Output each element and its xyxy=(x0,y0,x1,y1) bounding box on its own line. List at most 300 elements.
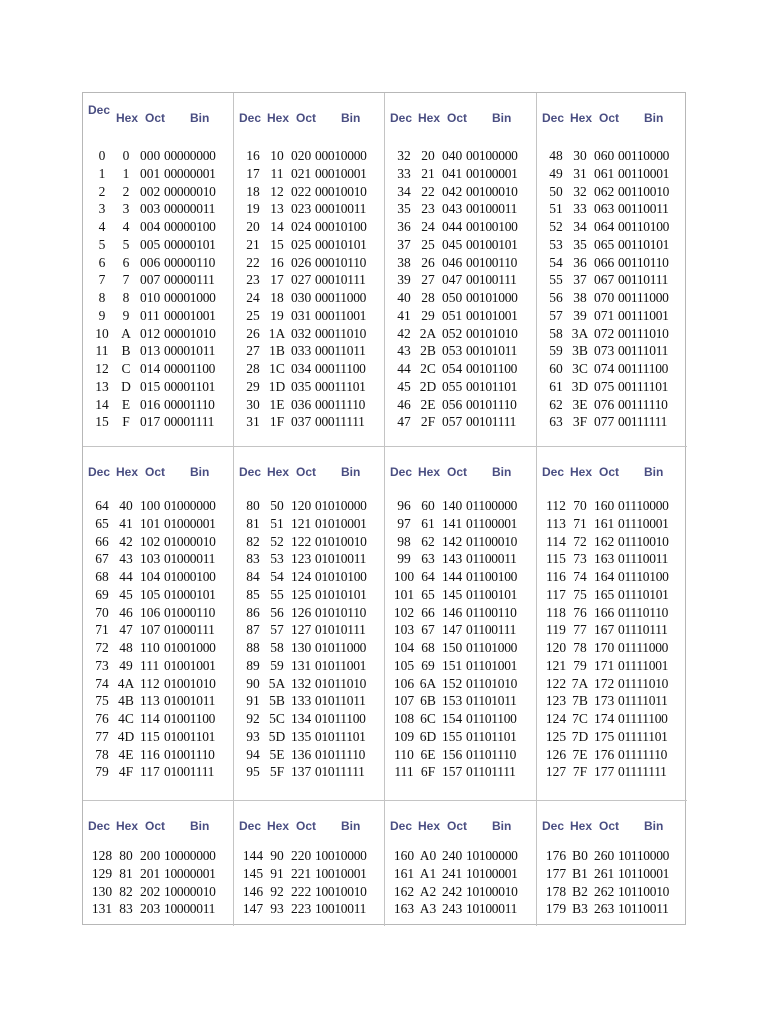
bin-value: 01010010 xyxy=(315,533,367,549)
dec-value: 17 xyxy=(246,165,260,181)
oct-value: 141 xyxy=(442,515,463,531)
hex-value: 32 xyxy=(573,183,587,199)
dec-value: 106 xyxy=(393,675,415,691)
table-row xyxy=(385,255,536,273)
hex-value: 25 xyxy=(421,236,435,252)
bin-value: 00100000 xyxy=(466,148,518,163)
header-hex: Hex xyxy=(570,465,593,479)
oct-value: 223 xyxy=(291,901,312,917)
oct-value: 125 xyxy=(291,586,312,602)
dec-value: 2 xyxy=(98,183,106,199)
header-oct: Oct xyxy=(145,465,166,479)
dec-value: 59 xyxy=(549,343,563,359)
oct-value: 046 xyxy=(442,254,463,270)
oct-value: 261 xyxy=(594,865,615,881)
table-row xyxy=(234,764,384,782)
bin-value: 00110010 xyxy=(618,183,670,199)
dec-value: 60 xyxy=(549,361,563,376)
bin-value: 00111010 xyxy=(618,325,669,341)
oct-value: 153 xyxy=(442,693,463,709)
table-row xyxy=(537,587,687,605)
table-row xyxy=(83,166,233,184)
hex-value: 20 xyxy=(421,148,435,163)
table-row xyxy=(83,605,233,623)
oct-value: 020 xyxy=(291,148,312,163)
oct-value: 260 xyxy=(594,848,615,863)
table-cell-block-1-col-1 xyxy=(83,93,234,447)
header-bin: Bin xyxy=(190,465,210,479)
oct-value: 240 xyxy=(442,848,463,863)
oct-value: 056 xyxy=(442,396,463,412)
bin-value: 01011001 xyxy=(315,657,367,673)
table-row xyxy=(385,884,536,902)
bin-value: 00111110 xyxy=(618,396,668,412)
table-row xyxy=(83,379,233,397)
hex-value: 7E xyxy=(572,746,588,762)
hex-value: 7D xyxy=(571,728,589,744)
hex-value: B2 xyxy=(572,883,588,899)
bin-value: 01010101 xyxy=(315,586,367,602)
hex-value: 17 xyxy=(270,272,284,288)
table-row xyxy=(385,658,536,676)
bin-value: 01011100 xyxy=(315,711,366,726)
hex-value: 29 xyxy=(421,307,435,323)
hex-value: 70 xyxy=(573,498,587,513)
bin-value: 00000100 xyxy=(164,219,216,234)
oct-value: 173 xyxy=(594,693,615,709)
table-row xyxy=(385,379,536,397)
header-oct: Oct xyxy=(447,465,468,479)
table-row xyxy=(83,848,233,866)
hex-value: 7F xyxy=(572,764,588,780)
dec-value: 3 xyxy=(98,201,106,217)
hex-value: 6F xyxy=(420,764,436,780)
bin-value: 00001110 xyxy=(164,396,215,412)
bin-value: 00101110 xyxy=(466,396,517,412)
hex-value: 45 xyxy=(119,586,133,602)
bin-value: 00000001 xyxy=(164,165,216,181)
hex-value: 5D xyxy=(268,728,286,744)
table-row xyxy=(537,272,687,290)
hex-value: 61 xyxy=(421,515,435,531)
bin-value: 00010100 xyxy=(315,219,367,234)
hex-value: 43 xyxy=(119,551,133,567)
hex-value: 93 xyxy=(270,901,284,917)
hex-value: 41 xyxy=(119,515,133,531)
oct-value: 112 xyxy=(140,675,160,691)
oct-value: 165 xyxy=(594,586,615,602)
oct-value: 145 xyxy=(442,586,463,602)
bin-value: 00000011 xyxy=(164,201,216,217)
header-dec: Dec xyxy=(239,819,262,833)
hex-value: 51 xyxy=(270,515,284,531)
table-row xyxy=(83,498,233,516)
oct-value: 100 xyxy=(140,498,161,513)
table-row xyxy=(537,308,687,326)
table-row xyxy=(385,901,536,919)
oct-value: 076 xyxy=(594,396,615,412)
hex-value: 37 xyxy=(573,272,587,288)
dec-value: 88 xyxy=(246,640,260,655)
dec-value: 178 xyxy=(545,883,567,899)
oct-value: 034 xyxy=(291,361,312,376)
table-row xyxy=(83,148,233,166)
table-cell-block-2-col-1 xyxy=(83,447,234,801)
header-bin: Bin xyxy=(190,111,210,125)
table-row xyxy=(83,693,233,711)
table-row xyxy=(537,237,687,255)
oct-value: 175 xyxy=(594,728,615,744)
dec-value: 1 xyxy=(98,165,106,181)
hex-value: 50 xyxy=(270,498,284,513)
table-row xyxy=(83,272,233,290)
bin-value: 01111010 xyxy=(618,675,669,691)
table-row xyxy=(83,361,233,379)
bin-value: 01010001 xyxy=(315,515,367,531)
table-row xyxy=(234,605,384,623)
oct-value: 033 xyxy=(291,343,312,359)
bin-value: 01110001 xyxy=(618,515,669,531)
dec-value: 48 xyxy=(549,148,563,163)
dec-value: 35 xyxy=(397,201,411,217)
dec-value: 121 xyxy=(545,657,567,673)
oct-value: 135 xyxy=(291,728,312,744)
hex-value: B0 xyxy=(572,848,588,863)
oct-value: 142 xyxy=(442,533,463,549)
table-row xyxy=(234,729,384,747)
table-row xyxy=(234,640,384,658)
oct-value: 155 xyxy=(442,728,463,744)
table-row xyxy=(385,308,536,326)
header-oct: Oct xyxy=(447,111,468,125)
bin-value: 00100010 xyxy=(466,183,518,199)
bin-value: 00110111 xyxy=(618,272,669,288)
oct-value: 010 xyxy=(140,290,161,305)
hex-value: 5C xyxy=(269,711,285,726)
oct-value: 030 xyxy=(291,290,312,305)
dec-value: 44 xyxy=(397,361,411,376)
table-row xyxy=(385,201,536,219)
dec-value: 83 xyxy=(246,551,260,567)
hex-value: 3D xyxy=(571,378,589,394)
oct-value: 070 xyxy=(594,290,615,305)
dec-value: 26 xyxy=(246,325,260,341)
bin-value: 01100101 xyxy=(466,586,518,602)
hex-value: 33 xyxy=(573,201,587,217)
bin-value: 01110111 xyxy=(618,622,668,638)
hex-value: 6A xyxy=(419,675,437,691)
table-row xyxy=(385,569,536,587)
hex-value: 2B xyxy=(420,343,436,359)
hex-value: 83 xyxy=(119,901,133,917)
table-row xyxy=(537,640,687,658)
bin-value: 01111011 xyxy=(618,693,668,709)
hex-value: 68 xyxy=(421,640,435,655)
hex-value: 5F xyxy=(269,764,285,780)
table-row xyxy=(234,326,384,344)
dec-value: 76 xyxy=(95,711,109,726)
header-bin: Bin xyxy=(341,111,361,125)
hex-value: 76 xyxy=(573,604,587,620)
hex-value: D xyxy=(121,378,131,394)
oct-value: 114 xyxy=(140,711,160,726)
hex-value: 40 xyxy=(119,498,133,513)
header-hex: Hex xyxy=(570,111,593,125)
oct-value: 040 xyxy=(442,148,463,163)
bin-value: 01011101 xyxy=(315,728,366,744)
hex-value: 26 xyxy=(421,254,435,270)
bin-value: 00011011 xyxy=(315,343,366,359)
dec-value: 147 xyxy=(242,901,264,917)
hex-value: 78 xyxy=(573,640,587,655)
oct-value: 157 xyxy=(442,764,463,780)
hex-value: 60 xyxy=(421,498,435,513)
oct-value: 164 xyxy=(594,569,615,584)
table-row xyxy=(537,290,687,308)
dec-value: 161 xyxy=(393,865,415,881)
bin-value: 01001011 xyxy=(164,693,216,709)
dec-value: 51 xyxy=(549,201,563,217)
dec-value: 74 xyxy=(95,675,109,691)
table-row xyxy=(537,255,687,273)
oct-value: 107 xyxy=(140,622,161,638)
table-row xyxy=(537,866,687,884)
bin-value: 01011011 xyxy=(315,693,366,709)
hex-value: 48 xyxy=(119,640,133,655)
table-row xyxy=(83,587,233,605)
dec-value: 125 xyxy=(545,728,567,744)
table-row xyxy=(234,569,384,587)
dec-value: 64 xyxy=(95,498,109,513)
dec-value: 34 xyxy=(397,183,411,199)
bin-value: 01101111 xyxy=(466,764,516,780)
hex-value: 13 xyxy=(270,201,284,217)
table-row xyxy=(83,343,233,361)
table-row xyxy=(234,884,384,902)
bin-value: 00011101 xyxy=(315,378,366,394)
hex-value: 6D xyxy=(419,728,437,744)
table-row xyxy=(83,747,233,765)
hex-value: 24 xyxy=(421,219,435,234)
table-row xyxy=(234,397,384,415)
hex-value: 66 xyxy=(421,604,435,620)
header-bin: Bin xyxy=(644,465,664,479)
table-row xyxy=(234,866,384,884)
dec-value: 47 xyxy=(397,414,411,430)
header-hex: Hex xyxy=(267,111,290,125)
bin-value: 00101101 xyxy=(466,378,518,394)
bin-value: 01100000 xyxy=(466,498,518,513)
bin-value: 00100001 xyxy=(466,165,518,181)
bin-value: 10110011 xyxy=(618,901,669,917)
table-row xyxy=(83,397,233,415)
table-row xyxy=(385,764,536,782)
table-row xyxy=(385,866,536,884)
bin-value: 01000111 xyxy=(164,622,215,638)
hex-value: 39 xyxy=(573,307,587,323)
column-header xyxy=(234,447,384,487)
hex-value: 56 xyxy=(270,604,284,620)
bin-value: 00111011 xyxy=(618,343,669,359)
header-dec: Dec xyxy=(390,111,413,125)
bin-value: 10000010 xyxy=(164,883,216,899)
oct-value: 001 xyxy=(140,165,161,181)
bin-value: 10010011 xyxy=(315,901,367,917)
bin-value: 01101001 xyxy=(466,657,518,673)
hex-value: 92 xyxy=(270,883,284,899)
oct-value: 013 xyxy=(140,343,161,359)
dec-value: 123 xyxy=(545,693,567,709)
oct-value: 106 xyxy=(140,604,161,620)
bin-value: 00110001 xyxy=(618,165,670,181)
oct-value: 243 xyxy=(442,901,463,917)
bin-value: 01111111 xyxy=(618,764,667,780)
bin-value: 01100010 xyxy=(466,533,518,549)
hex-value: 82 xyxy=(119,883,133,899)
dec-value: 15 xyxy=(95,414,109,430)
header-dec: Dec xyxy=(542,465,565,479)
dec-value: 162 xyxy=(393,883,415,899)
table-row xyxy=(83,676,233,694)
table-row xyxy=(537,326,687,344)
oct-value: 120 xyxy=(291,498,312,513)
oct-value: 016 xyxy=(140,396,161,412)
bin-value: 00010111 xyxy=(315,272,366,288)
dec-value: 4 xyxy=(98,219,106,234)
bin-value: 10000001 xyxy=(164,865,216,881)
bin-value: 00101010 xyxy=(466,325,518,341)
oct-value: 057 xyxy=(442,414,463,430)
bin-value: 00100011 xyxy=(466,201,518,217)
bin-value: 00001010 xyxy=(164,325,216,341)
dec-value: 160 xyxy=(393,848,415,863)
oct-value: 171 xyxy=(594,657,615,673)
bin-value: 01011111 xyxy=(315,764,365,780)
hex-value: 27 xyxy=(421,272,435,288)
bin-value: 00010001 xyxy=(315,165,367,181)
oct-value: 005 xyxy=(140,236,161,252)
table-row xyxy=(234,848,384,866)
hex-value: 28 xyxy=(421,290,435,305)
oct-value: 062 xyxy=(594,183,615,199)
hex-value: 4C xyxy=(118,711,134,726)
bin-value: 01110000 xyxy=(618,498,669,513)
bin-value: 00110100 xyxy=(618,219,670,234)
hex-value: 46 xyxy=(119,604,133,620)
bin-value: 10010000 xyxy=(315,848,367,863)
dec-value: 7 xyxy=(98,272,106,288)
hex-value: 53 xyxy=(270,551,284,567)
hex-value: 7B xyxy=(572,693,588,709)
bin-value: 10010001 xyxy=(315,865,367,881)
table-row xyxy=(234,308,384,326)
bin-value: 00111111 xyxy=(618,414,668,430)
table-row xyxy=(537,148,687,166)
dec-value: 128 xyxy=(91,848,113,863)
oct-value: 077 xyxy=(594,414,615,430)
table-row xyxy=(537,693,687,711)
dec-value: 62 xyxy=(549,396,563,412)
dec-value: 108 xyxy=(393,711,415,726)
bin-value: 01001111 xyxy=(164,764,215,780)
hex-value: 21 xyxy=(421,165,435,181)
oct-value: 071 xyxy=(594,307,615,323)
oct-value: 061 xyxy=(594,165,615,181)
bin-value: 10010010 xyxy=(315,883,367,899)
dec-value: 56 xyxy=(549,290,563,305)
table-row xyxy=(83,184,233,202)
oct-value: 126 xyxy=(291,604,312,620)
hex-value: 5E xyxy=(269,746,285,762)
table-row xyxy=(234,658,384,676)
oct-value: 241 xyxy=(442,865,463,881)
oct-value: 170 xyxy=(594,640,615,655)
dec-value: 25 xyxy=(246,307,260,323)
table-row xyxy=(83,884,233,902)
bin-value: 00100111 xyxy=(466,272,517,288)
table-row xyxy=(234,747,384,765)
hex-value: E xyxy=(121,396,131,412)
bin-value: 00110110 xyxy=(618,254,669,270)
bin-value: 01000110 xyxy=(164,604,216,620)
hex-value: 1D xyxy=(268,378,286,394)
oct-value: 064 xyxy=(594,219,615,234)
oct-value: 003 xyxy=(140,201,161,217)
table-row xyxy=(537,747,687,765)
table-row xyxy=(385,729,536,747)
dec-value: 114 xyxy=(546,533,566,549)
dec-value: 97 xyxy=(397,515,411,531)
hex-value: 62 xyxy=(421,533,435,549)
table-row xyxy=(385,587,536,605)
bin-value: 01101000 xyxy=(466,640,518,655)
table-row xyxy=(83,201,233,219)
hex-value: 4 xyxy=(122,219,130,234)
bin-value: 01001010 xyxy=(164,675,216,691)
table-row xyxy=(83,729,233,747)
oct-value: 072 xyxy=(594,325,615,341)
table-row xyxy=(385,219,536,237)
table-cell-block-3-col-4 xyxy=(537,801,687,926)
table-row xyxy=(537,534,687,552)
oct-value: 127 xyxy=(291,622,312,638)
column-header xyxy=(83,801,233,841)
table-row xyxy=(537,343,687,361)
table-row xyxy=(83,551,233,569)
table-row xyxy=(385,397,536,415)
oct-value: 140 xyxy=(442,498,463,513)
bin-value: 01001001 xyxy=(164,657,216,673)
oct-value: 073 xyxy=(594,343,615,359)
hex-value: 14 xyxy=(270,219,284,234)
dec-value: 127 xyxy=(545,764,567,780)
bin-value: 10000000 xyxy=(164,848,216,863)
header-bin: Bin xyxy=(190,819,210,833)
header-hex: Hex xyxy=(418,111,441,125)
hex-value: 64 xyxy=(421,569,435,584)
oct-value: 176 xyxy=(594,746,615,762)
oct-value: 014 xyxy=(140,361,161,376)
oct-value: 065 xyxy=(594,236,615,252)
dec-value: 115 xyxy=(546,551,566,567)
bin-value: 01110010 xyxy=(618,533,669,549)
table-row xyxy=(537,658,687,676)
dec-value: 84 xyxy=(246,569,260,584)
oct-value: 041 xyxy=(442,165,463,181)
bin-value: 01100110 xyxy=(466,604,517,620)
oct-value: 130 xyxy=(291,640,312,655)
bin-value: 00101100 xyxy=(466,361,518,376)
